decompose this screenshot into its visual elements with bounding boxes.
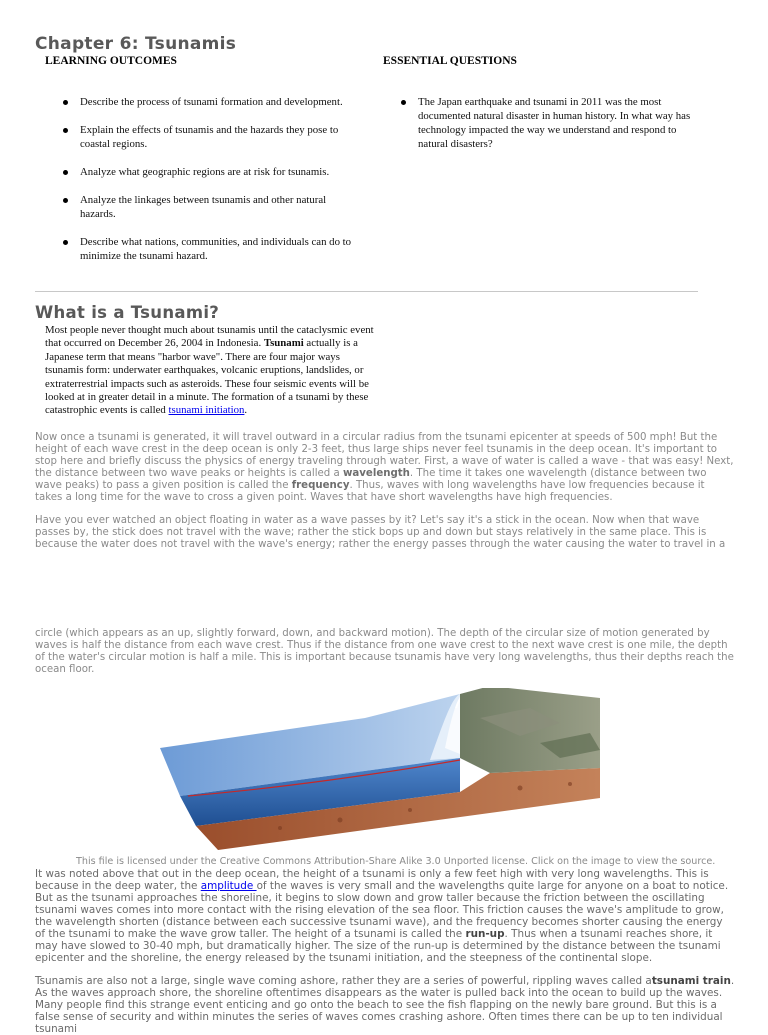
bullet-icon [63, 240, 68, 245]
term-wavelength: wavelength [343, 468, 410, 479]
paragraph-tsunami-train [35, 975, 735, 1035]
bullet-icon [63, 128, 68, 133]
p5-text-c: . As the waves approach shore, the shoreline oftentimes disappears as the water is pulled back into the ocean to build up the waves. Many people find this strange event enticing and go onto the beach to see the fish flapping on the newly bare ground. But this is a false sense of security and within minutes the series of waves comes crashing ashore. Often times there can be up to ten individual tsunami [35, 975, 735, 1035]
list-item [63, 95, 363, 109]
bullet-icon [401, 100, 406, 105]
term-tsunami-train: tsunami train [651, 975, 731, 987]
image-caption: This file is licensed under the Creative Commons Attribution-Share Alike 3.0 Unported license. Click on the image to view the source. [76, 856, 716, 867]
p5-text-a: Tsunamis are also not a large, single wave coming ashore, rather they are a series of powerful, rippling waves called a [35, 975, 652, 987]
p4-text-d: . Thus when a tsunami reaches shore, it may have slowed to 30-40 mph, but dramatically higher. The size of the run-up is determined by the distance between the tsunami epicenter and the shoreline, the energy released by the tsunami initiation, and the steepness of the continental slope. [35, 928, 721, 964]
paragraph-amplitude [35, 868, 735, 964]
paragraph-circular-motion: circle (which appears as an up, slightly forward, down, and backward motion). The depth of the circular size of motion generated by waves is half the distance from each wave crest. Thus if the distance from one wave crest to the next wave crest is one mile, the depth of the water's circular motion is half a mile. This is important because tsunamis have very long wavelengths, thus their depths reach the ocean floor. [35, 628, 734, 675]
term-tsunami: Tsunami [263, 337, 304, 350]
coastline-land [460, 688, 600, 773]
term-run-up: run-up [465, 928, 505, 940]
list-item-text: Explain the effects of tsunamis and the hazards they pose to coastal regions. [80, 124, 339, 150]
list-item-text: Analyze what geographic regions are at risk for tsunamis. [80, 166, 330, 178]
intro-paragraph [45, 324, 375, 418]
list-item [63, 165, 363, 179]
p4-text-a: It was noted above that out in the deep ocean, the height of a tsunami is only a few feet high with very long wavelengths. This is because in the deep water, the [35, 868, 709, 892]
p4-text-b: of the waves is very small and the wavelengths quite large for anyone on a boat to notice. But as the tsunami approaches the shoreline, it begins to slow down and grow taller because the friction between the oscillating tsunami waves comes into more contact with the rising elevation of the sea floor. This friction causes the wave's amplitude to grow, the wavelength shorten (distance between each successive tsunami wave), and the frequency becomes shorter causing the energy of the tsunami to make the wave grow taller. The height of a tsunami is called the [35, 880, 729, 940]
section-title: What is a Tsunami? [35, 303, 220, 322]
list-item-text: The Japan earthquake and tsunami in 2011 was the most documented natural disaster in human history. In what way has technology impacted the way we understand and respond to natural disasters? [418, 96, 691, 150]
bullet-icon [63, 170, 68, 175]
intro-lead: Most people never thought much about tsunamis until the cataclysmic event that occurred on December 26, 2004 in Indonesia. [45, 324, 374, 350]
paragraph-floating-stick: Have you ever watched an object floating in water as a wave passes by it? Let's say it's a stick in the ocean. Now when that wave passes by, the stick does not travel with the wave; rather the stick bops up and down but stays relatively in the same place. This is because the water does not travel with the wave's energy; rather the energy passes through the water causing the water to travel in a [35, 515, 726, 550]
list-item [63, 235, 363, 263]
p1-text-e: . Thus, waves with long wavelengths have low frequencies because it takes a long time for the wave to cross a given point. Waves that have short wavelengths have high frequencies. [35, 480, 705, 503]
learning-outcomes-heading: LEARNING OUTCOMES [45, 55, 177, 67]
list-item [63, 193, 363, 221]
intro-end: . [244, 404, 248, 417]
p1-text-c: . The time it takes one wavelength (distance between two wave peaks) to pass a given position is called the [35, 468, 707, 491]
tsunami-initiation-link[interactable]: tsunami initiation [168, 404, 245, 417]
list-item-text: Describe what nations, communities, and individuals can do to minimize the tsunami hazard. [80, 236, 352, 262]
intro-body: actually is a Japanese term that means "harbor wave". There are four major ways tsunamis form: underwater earthquakes, volcanic eruptions, landslides, or extraterrestrial impacts such as asteroids. These four seismic events will be looked at in greater detail in a minute. The formation of a tsunami by these catastrophic events is called [45, 337, 369, 417]
bullet-icon [63, 100, 68, 105]
list-item [63, 123, 363, 151]
list-item-text: Describe the process of tsunami formation and development. [80, 96, 343, 108]
paragraph-wave-physics [35, 432, 735, 504]
list-item [401, 95, 701, 151]
essential-questions-list [401, 95, 701, 151]
bullet-icon [63, 198, 68, 203]
tsunami-diagram-image[interactable] [160, 688, 600, 850]
section-divider [35, 291, 698, 292]
p1-text-a: Now once a tsunami is generated, it will travel outward in a circular radius from the tsunami epicenter at speeds of 500 mph! But the height of each wave crest in the deep ocean is only 2-3 feet, thus large ships never feel tsunamis in the deep ocean. It's important to stop here and briefly discuss the physics of energy traveling through water. First, a wave of water is called a wave - that was easy! Next, the distance between two wave peaks or heights is called a [35, 432, 734, 479]
term-frequency: frequency [291, 480, 350, 491]
essential-questions-heading: ESSENTIAL QUESTIONS [383, 55, 517, 67]
amplitude-link[interactable]: amplitude [200, 880, 257, 892]
chapter-title: Chapter 6: Tsunamis [35, 34, 237, 54]
learning-outcomes-list [63, 95, 363, 277]
list-item-text: Analyze the linkages between tsunamis and other natural hazards. [80, 194, 327, 220]
